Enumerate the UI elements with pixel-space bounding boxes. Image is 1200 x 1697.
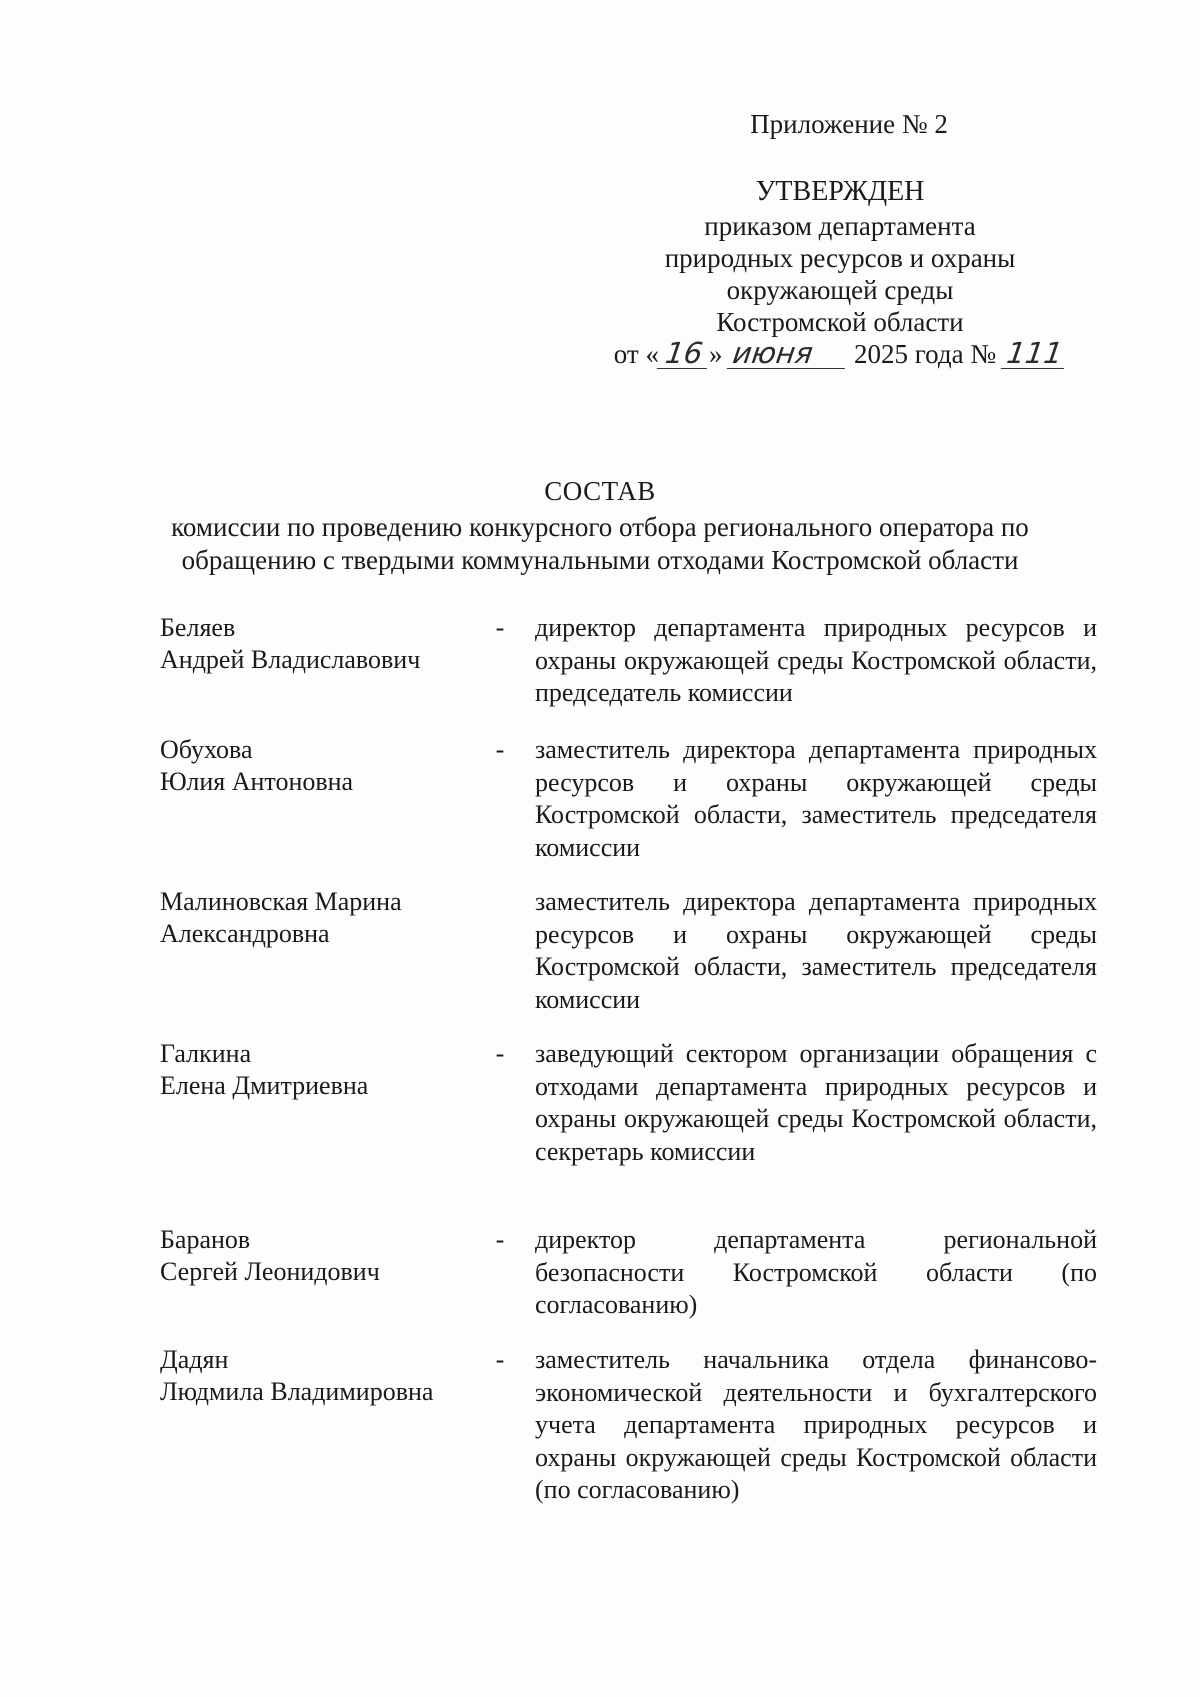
member-dash: - — [495, 1039, 505, 1068]
approval-line-3: окружающей среды — [726, 275, 954, 305]
order-year-text: 2025 года № — [853, 339, 997, 369]
order-line — [600, 338, 1080, 370]
approval-line-2: природных ресурсов и охраны — [664, 243, 1016, 273]
member-surname: Дадян — [160, 1345, 229, 1374]
member-surname: Беляев — [160, 613, 236, 642]
approval-block — [600, 108, 1080, 370]
order-quote-close: » — [708, 339, 723, 369]
member-surname: Малиновская Марина — [160, 887, 402, 916]
member-role: директор департамента природных ресурсов и охраны окружающей среды Костромской области, председатель комиссии — [535, 613, 1097, 707]
member-given-name: Сергей Леонидович — [160, 1257, 380, 1286]
member-name — [160, 1224, 490, 1288]
member-given-name: Елена Дмитриевна — [160, 1071, 369, 1100]
member-dash: - — [495, 1345, 505, 1374]
member-name — [160, 734, 490, 798]
member-role: заместитель начальника отдела финансово-экономической деятельности и бухгалтерского учета департамента природных ресурсов и охраны окружающей среды Костромской области (по согласованию) — [535, 1345, 1097, 1504]
order-month-handwritten: июня — [727, 338, 849, 369]
document-title: СОСТАВ — [544, 476, 656, 506]
member-role: заместитель директора департамента природных ресурсов и охраны окружающей среды Костромской области, заместитель председателя комиссии — [535, 887, 1097, 1014]
document-subtitle-line-2: обращению с твердыми коммунальными отходами Костромской области — [181, 545, 1019, 575]
annex-label: Приложение № 2 — [750, 109, 948, 139]
member-role: заведующий сектором организации обращения с отходами департамента природных ресурсов и охраны окружающей среды Костромской области, секретарь комиссии — [535, 1039, 1097, 1166]
member-role: директор департамента региональной безопасности Костромской области (по согласованию) — [535, 1225, 1097, 1319]
order-prefix: от « — [613, 339, 659, 369]
member-given-name: Александровна — [160, 919, 330, 948]
member-surname: Баранов — [160, 1225, 251, 1254]
order-number-handwritten: 111 — [1001, 338, 1069, 369]
member-dash: - — [495, 1225, 505, 1254]
member-name — [160, 1344, 490, 1408]
member-name — [160, 1038, 490, 1102]
member-dash: - — [495, 613, 505, 642]
member-given-name: Людмила Владимировна — [160, 1377, 434, 1406]
document-subtitle-line-1: комиссии по проведению конкурсного отбора регионального оператора по — [171, 512, 1029, 542]
member-given-name: Андрей Владиславович — [160, 645, 421, 674]
approved-heading: УТВЕРЖДЕН — [755, 176, 925, 207]
member-name — [160, 612, 490, 676]
approval-line-4: Костромской области — [716, 307, 964, 337]
member-given-name: Юлия Антоновна — [160, 767, 354, 796]
member-dash: - — [495, 735, 505, 764]
order-day-handwritten: 16 — [657, 338, 711, 369]
member-role: заместитель директора департамента природных ресурсов и охраны окружающей среды Костромской области, заместитель председателя комиссии — [535, 735, 1097, 862]
member-surname: Галкина — [160, 1039, 252, 1068]
approval-line-1: приказом департамента — [704, 211, 976, 241]
title-block — [130, 475, 1070, 577]
member-name — [160, 886, 490, 950]
member-surname: Обухова — [160, 735, 253, 764]
